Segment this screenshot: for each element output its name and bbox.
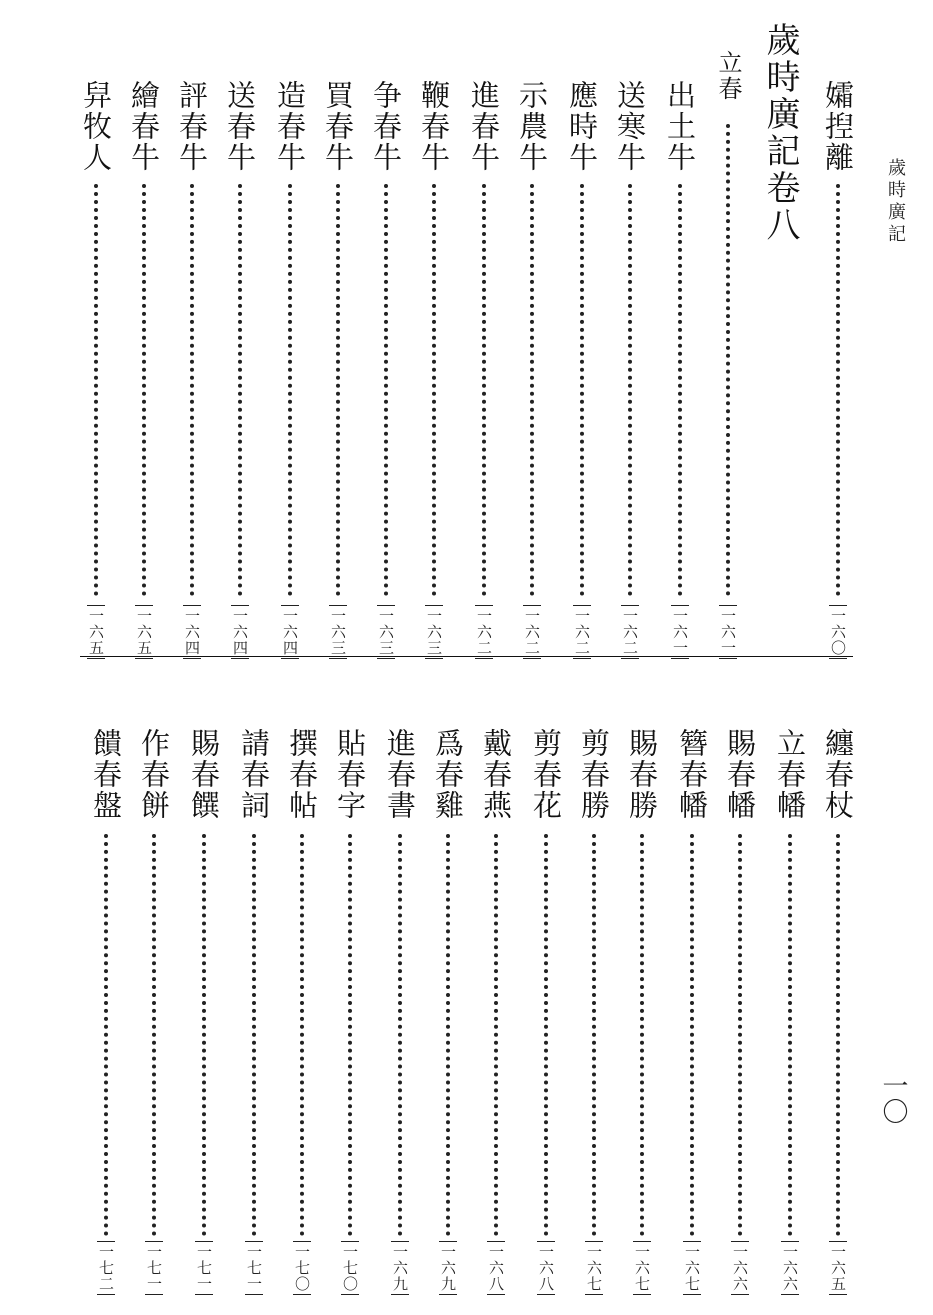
toc-entry-title: 送春牛 [223, 80, 257, 173]
toc-entry [708, 50, 748, 102]
dot-leader [836, 184, 840, 596]
toc-entry-page: 一六一 [660, 608, 700, 656]
toc-entry-page: 一六九 [428, 1244, 468, 1292]
dot-leader [836, 834, 840, 1236]
toc-entry-page: 一六一 [708, 608, 748, 656]
toc-entry [770, 728, 810, 821]
toc-entry [76, 80, 116, 173]
toc-entry-title: 請春詞 [237, 728, 271, 821]
toc-entry-page: 一六二 [464, 608, 504, 656]
toc-entry-title: 繪春牛 [127, 80, 161, 173]
dot-leader [580, 184, 584, 596]
dot-leader [104, 834, 108, 1236]
toc-entry-page: 一六三 [414, 608, 454, 656]
toc-entry-title: 賜春饌 [187, 728, 221, 821]
dot-leader [300, 834, 304, 1236]
toc-entry [428, 728, 468, 821]
toc-entry-page: 一六〇 [818, 608, 858, 656]
toc-entry-title: 戴春燕 [479, 728, 513, 821]
toc-entry [124, 80, 164, 173]
toc-entry-page: 一六五 [124, 608, 164, 656]
dot-leader [544, 834, 548, 1236]
toc-entry [220, 80, 260, 173]
toc-entry [818, 80, 858, 173]
toc-entry-page: 一六三 [366, 608, 406, 656]
dot-leader [690, 834, 694, 1236]
dot-leader [640, 834, 644, 1236]
toc-entry-page: 一六八 [526, 1244, 566, 1292]
toc-entry-page: 一六二 [562, 608, 602, 656]
dot-leader [482, 184, 486, 596]
toc-entry [512, 80, 552, 173]
dot-leader [628, 184, 632, 596]
toc-entry-page: 一六五 [818, 1244, 858, 1292]
toc-entry-page: 一七二 [86, 1244, 126, 1292]
toc-entry-page: 一六二 [610, 608, 650, 656]
toc-entry-page: 一六五 [76, 608, 116, 656]
toc-entry-page: 一七〇 [330, 1244, 370, 1292]
dot-leader [336, 184, 340, 596]
dot-leader [238, 184, 242, 596]
toc-entry-page: 一六七 [622, 1244, 662, 1292]
toc-entry-title: 賜春幡 [723, 728, 757, 821]
toc-entry-title: 撰春帖 [285, 728, 319, 821]
toc-entry [610, 80, 650, 173]
toc-entry-title: 示農牛 [515, 80, 549, 173]
toc-entry-title: 出土牛 [663, 80, 697, 173]
chapter-title: 歲時廣記卷八 [760, 22, 800, 244]
toc-entry-page: 一六三 [318, 608, 358, 656]
toc-entry [86, 728, 126, 821]
toc-entry-page: 一七一 [184, 1244, 224, 1292]
dot-leader [152, 834, 156, 1236]
dot-leader [494, 834, 498, 1236]
toc-entry-title: 立春幡 [773, 728, 807, 821]
toc-entry [574, 728, 614, 821]
toc-entry-title: 鞭春牛 [417, 80, 451, 173]
dot-leader [432, 184, 436, 596]
toc-entry-page: 一六九 [380, 1244, 420, 1292]
dot-leader [252, 834, 256, 1236]
toc-entry [234, 728, 274, 821]
dot-leader [398, 834, 402, 1236]
toc-entry-page: 一六四 [172, 608, 212, 656]
toc-entry-page: 一七一 [234, 1244, 274, 1292]
toc-entry [526, 728, 566, 821]
toc-entry-page: 一六四 [220, 608, 260, 656]
dot-leader [726, 124, 730, 596]
dot-leader [94, 184, 98, 596]
toc-entry-title: 舁牧人 [79, 80, 113, 173]
toc-entry-title: 剪春勝 [577, 728, 611, 821]
toc-entry-page: 一六二 [512, 608, 552, 656]
toc-entry-title: 應時牛 [565, 80, 599, 173]
dot-leader [788, 834, 792, 1236]
toc-entry-page: 一六八 [476, 1244, 516, 1292]
toc-entry [282, 728, 322, 821]
toc-entry [380, 728, 420, 821]
dot-leader [288, 184, 292, 596]
toc-entry-title: 争春牛 [369, 80, 403, 173]
toc-entry-title: 送寒牛 [613, 80, 647, 173]
toc-entry [184, 728, 224, 821]
toc-entry [366, 80, 406, 173]
toc-entry-title: 纏春杖 [821, 728, 855, 821]
toc-entry-title: 評春牛 [175, 80, 209, 173]
dot-leader [592, 834, 596, 1236]
toc-entry-title: 進春書 [383, 728, 417, 821]
toc-entry-page: 一七〇 [282, 1244, 322, 1292]
toc-entry [270, 80, 310, 173]
toc-entry-title: 貼春字 [333, 728, 367, 821]
toc-entry-page: 一七一 [134, 1244, 174, 1292]
toc-entry-page: 一六七 [574, 1244, 614, 1292]
toc-entry-page: 一六七 [672, 1244, 712, 1292]
toc-entry-title: 賜春勝 [625, 728, 659, 821]
toc-entry-title: 剪春花 [529, 728, 563, 821]
toc-entry-page: 一六四 [270, 608, 310, 656]
dot-leader [190, 184, 194, 596]
dot-leader [678, 184, 682, 596]
toc-entry [464, 80, 504, 173]
toc-entry-title: 饋春盤 [89, 728, 123, 821]
toc-entry-title: 造春牛 [273, 80, 307, 173]
toc-entry [414, 80, 454, 173]
toc-entry [330, 728, 370, 821]
toc-entry-title: 立春 [714, 50, 742, 102]
toc-entry-title: 買春牛 [321, 80, 355, 173]
dot-leader [384, 184, 388, 596]
toc-entry-title: 爲春雞 [431, 728, 465, 821]
page-number: 一〇 [878, 1072, 908, 1124]
toc-entry-title: 孀揑離 [821, 80, 855, 173]
toc-entry [318, 80, 358, 173]
toc-entry [172, 80, 212, 173]
toc-entry [818, 728, 858, 821]
dot-leader [348, 834, 352, 1236]
toc-entry-title: 作春餅 [137, 728, 171, 821]
running-title: 歲時廣記 [885, 158, 906, 246]
dot-leader [530, 184, 534, 596]
toc-entry-page: 一六六 [720, 1244, 760, 1292]
section-divider [80, 656, 853, 657]
toc-entry-title: 進春牛 [467, 80, 501, 173]
toc-entry [134, 728, 174, 821]
toc-entry [622, 728, 662, 821]
toc-entry [672, 728, 712, 821]
toc-entry [476, 728, 516, 821]
dot-leader [202, 834, 206, 1236]
dot-leader [142, 184, 146, 596]
toc-entry-title: 簪春幡 [675, 728, 709, 821]
toc-entry [562, 80, 602, 173]
toc-entry [660, 80, 700, 173]
toc-entry [720, 728, 760, 821]
toc-entry-page: 一六六 [770, 1244, 810, 1292]
dot-leader [446, 834, 450, 1236]
dot-leader [738, 834, 742, 1236]
